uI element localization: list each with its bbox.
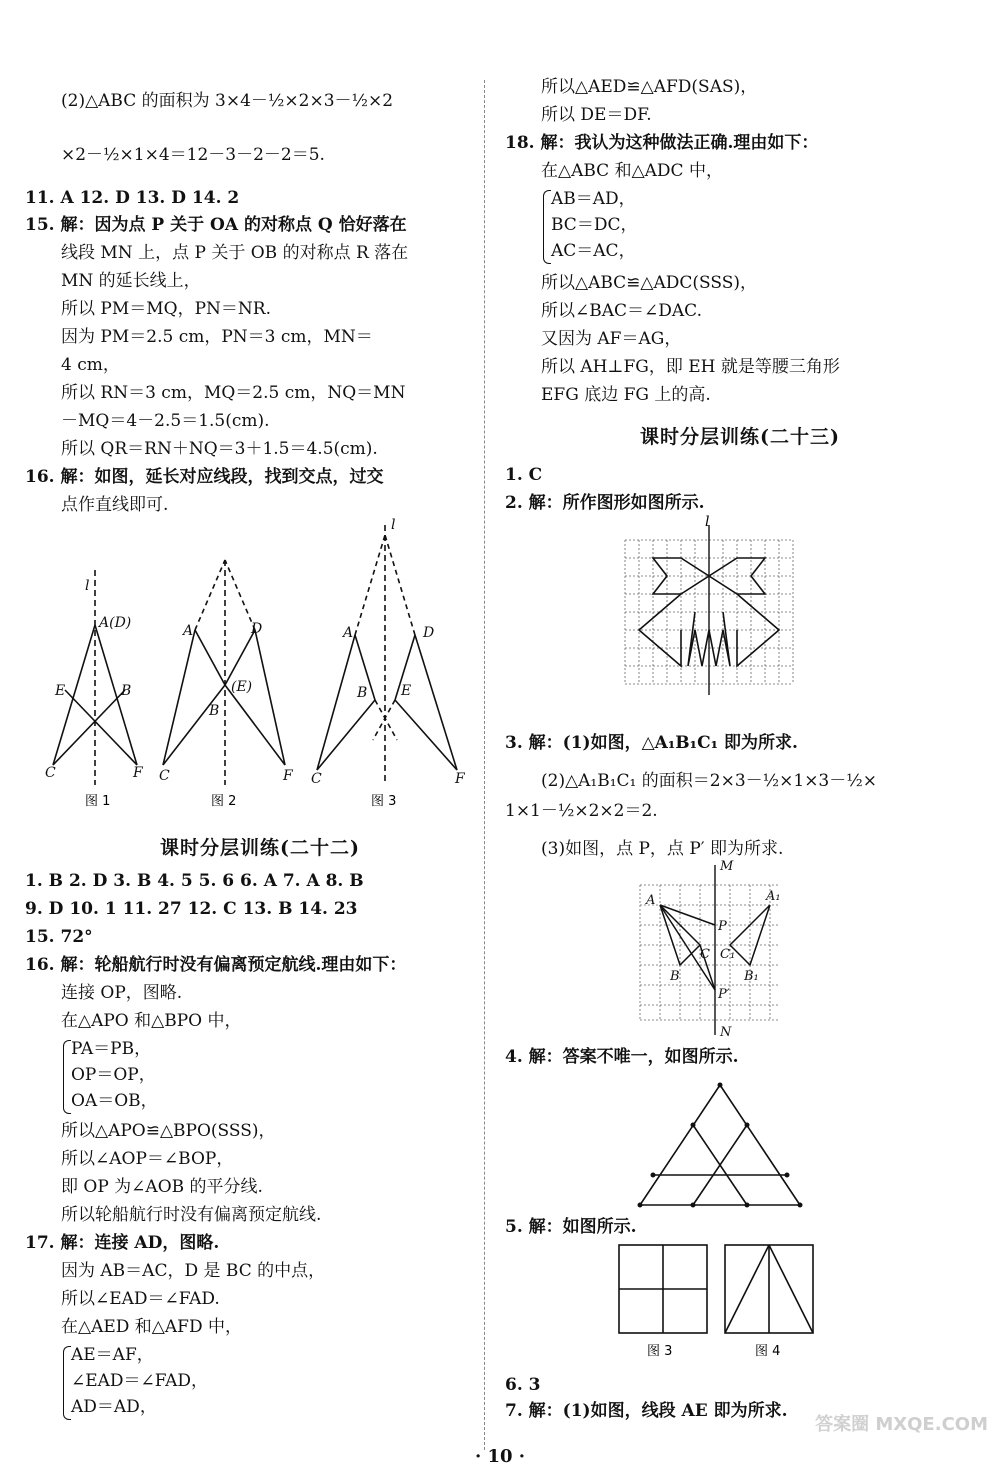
label-l: l xyxy=(391,517,396,533)
line: 在△ABC 和△ADC 中， xyxy=(541,161,723,181)
section-heading-23: 课时分层训练(二十三) xyxy=(640,426,840,448)
line: 所以 DE＝DF. xyxy=(541,105,652,125)
line: AB＝AD， xyxy=(551,189,636,209)
label-l: l xyxy=(705,514,710,530)
page-number: · 10 · xyxy=(474,1446,526,1467)
line: AC＝AC， xyxy=(551,241,636,261)
fig2-caption: 图 2 xyxy=(211,794,237,809)
left-column xyxy=(25,0,495,1482)
line: MN 的延长线上， xyxy=(61,271,201,291)
q16-line: 所以△APO≌△BPO(SSS)， xyxy=(61,1121,276,1141)
fig3-caption: 图 3 xyxy=(371,794,397,809)
line: 3. 解：(1)如图，△A₁B₁C₁ 即为所求. xyxy=(505,733,798,753)
line: 4. 解：答案不唯一，如图所示. xyxy=(505,1047,739,1067)
q16-line: 所以轮船航行时没有偏离预定航线. xyxy=(61,1205,322,1225)
fig4-caption: 图 4 xyxy=(755,1344,781,1359)
line: (2)△A₁B₁C₁ 的面积＝2×3－½×1×3－½× xyxy=(541,771,877,791)
q16-line: 连接 OP，图略. xyxy=(61,983,183,1003)
line: 点作直线即可. xyxy=(61,495,169,515)
label-B: B xyxy=(670,969,680,984)
answers-line: 1. B 2. D 3. B 4. 5 5. 6 6. A 7. A 8. B xyxy=(25,871,364,891)
label-M: M xyxy=(720,859,734,874)
fig1-caption: 图 1 xyxy=(85,794,111,809)
q16-line: OP＝OP， xyxy=(71,1065,156,1085)
label-E: E xyxy=(401,683,412,699)
label-P-prime: P′ xyxy=(718,987,730,1002)
label-E: (E) xyxy=(231,679,253,695)
line: 所以 PM＝MQ，PN＝NR. xyxy=(61,299,271,319)
label-A: A xyxy=(646,893,656,908)
label-B: B xyxy=(209,703,220,719)
right-column xyxy=(505,0,975,1482)
label-E: E xyxy=(55,683,66,699)
label-A(D): A(D) xyxy=(99,615,132,631)
line: 5. 解：如图所示. xyxy=(505,1217,637,1237)
label-A: A xyxy=(343,625,354,641)
watermark-logo: 答案圈 MXQE.COM xyxy=(815,1414,988,1435)
section-heading-22: 课时分层训练(二十二) xyxy=(160,837,360,859)
grid-figure-q2 xyxy=(625,514,825,710)
line: 11. A 12. D 13. D 14. 2 xyxy=(25,188,240,208)
answers-line: 9. D 10. 1 11. 27 12. C 13. B 14. 23 xyxy=(25,899,358,919)
line: 18. 解：我认为这种做法正确.理由如下： xyxy=(505,133,819,153)
line: 16. 解：如图，延长对应线段，找到交点，过交 xyxy=(25,467,384,487)
line: －MQ＝4－2.5＝1.5(cm). xyxy=(61,411,270,431)
brace xyxy=(543,190,551,264)
label-l: l xyxy=(85,578,90,594)
label-F: F xyxy=(283,768,293,784)
answers-line: 15. 72° xyxy=(25,927,93,947)
line: 所以 RN＝3 cm，MQ＝2.5 cm，NQ＝MN xyxy=(61,383,406,403)
line: 所以 QR＝RN＋NQ＝3＋1.5＝4.5(cm). xyxy=(61,439,378,459)
q16-line: 即 OP 为∠AOB 的平分线. xyxy=(61,1177,263,1197)
q16-line: 16. 解：轮船航行时没有偏离预定航线.理由如下： xyxy=(25,955,407,975)
label-N: N xyxy=(720,1025,732,1040)
line: 线段 MN 上，点 P 关于 OB 的对称点 R 落在 xyxy=(61,243,409,263)
brace xyxy=(63,1040,71,1114)
label-P: P xyxy=(718,919,727,934)
line: 所以 AH⊥FG，即 EH 就是等腰三角形 xyxy=(541,357,840,377)
line: (2)△ABC 的面积为 3×4－½×2×3－½×2 xyxy=(61,91,394,111)
label-C: C xyxy=(700,947,710,962)
label-B: B xyxy=(121,683,132,699)
q17-line: 所以∠EAD＝∠FAD. xyxy=(61,1289,220,1309)
line: 7. 解：(1)如图，线段 AE 即为所求. xyxy=(505,1401,788,1421)
line: 1. C xyxy=(505,465,543,485)
line: ×2－½×1×4＝12－3－2－2＝5. xyxy=(61,145,325,165)
label-D: D xyxy=(251,621,263,637)
label-A: A xyxy=(183,623,194,639)
q17-line: AE＝AF， xyxy=(71,1345,154,1365)
q16-line: 在△APO 和△BPO 中， xyxy=(61,1011,242,1031)
q17-line: 在△AED 和△AFD 中， xyxy=(61,1317,242,1337)
line: 所以∠BAC＝∠DAC. xyxy=(541,301,702,321)
label-C: C xyxy=(45,765,56,781)
q17-line: 17. 解：连接 AD，图略. xyxy=(25,1233,220,1253)
line: 2. 解：所作图形如图所示. xyxy=(505,493,705,513)
line: 因为 PM＝2.5 cm，PN＝3 cm，MN＝ xyxy=(61,327,373,347)
line: EFG 底边 FG 上的高. xyxy=(541,385,711,405)
column-divider xyxy=(484,80,485,1450)
line: 4 cm， xyxy=(61,355,120,375)
label-B: B xyxy=(357,685,368,701)
line: (3)如图，点 P，点 P′ 即为所求. xyxy=(541,839,784,859)
q16-line: PA＝PB， xyxy=(71,1039,152,1059)
line: 所以△ABC≌△ADC(SSS)， xyxy=(541,273,758,293)
figure-symmetry-diagrams xyxy=(35,515,485,815)
line: 1×1－½×2×2＝2. xyxy=(505,801,658,821)
grid-figure-q3 xyxy=(640,860,820,1040)
label-C: C xyxy=(311,771,322,787)
line: 15. 解：因为点 P 关于 OA 的对称点 Q 恰好落在 xyxy=(25,215,407,235)
brace xyxy=(63,1346,71,1420)
q17-line: 因为 AB＝AC，D 是 BC 的中点， xyxy=(61,1261,326,1281)
label-B1: B₁ xyxy=(744,969,759,984)
line: 所以△AED≌△AFD(SAS)， xyxy=(541,77,758,97)
label-C: C xyxy=(159,768,170,784)
squares-figure-q5 xyxy=(617,1243,817,1363)
q16-line: OA＝OB， xyxy=(71,1091,158,1111)
triangle-figure-q4 xyxy=(635,1075,835,1210)
line: 6. 3 xyxy=(505,1375,541,1395)
line: BC＝DC， xyxy=(551,215,638,235)
fig3-caption: 图 3 xyxy=(647,1344,673,1359)
q16-line: 所以∠AOP＝∠BOP， xyxy=(61,1149,234,1169)
label-F: F xyxy=(133,765,143,781)
label-D: D xyxy=(423,625,435,641)
label-A1: A₁ xyxy=(766,889,781,904)
line: 又因为 AF＝AG， xyxy=(541,329,682,349)
label-F: F xyxy=(455,771,465,787)
label-C1: C₁ xyxy=(720,947,736,962)
q17-line: AD＝AD， xyxy=(71,1397,157,1417)
q17-line: ∠EAD＝∠FAD， xyxy=(71,1371,209,1391)
